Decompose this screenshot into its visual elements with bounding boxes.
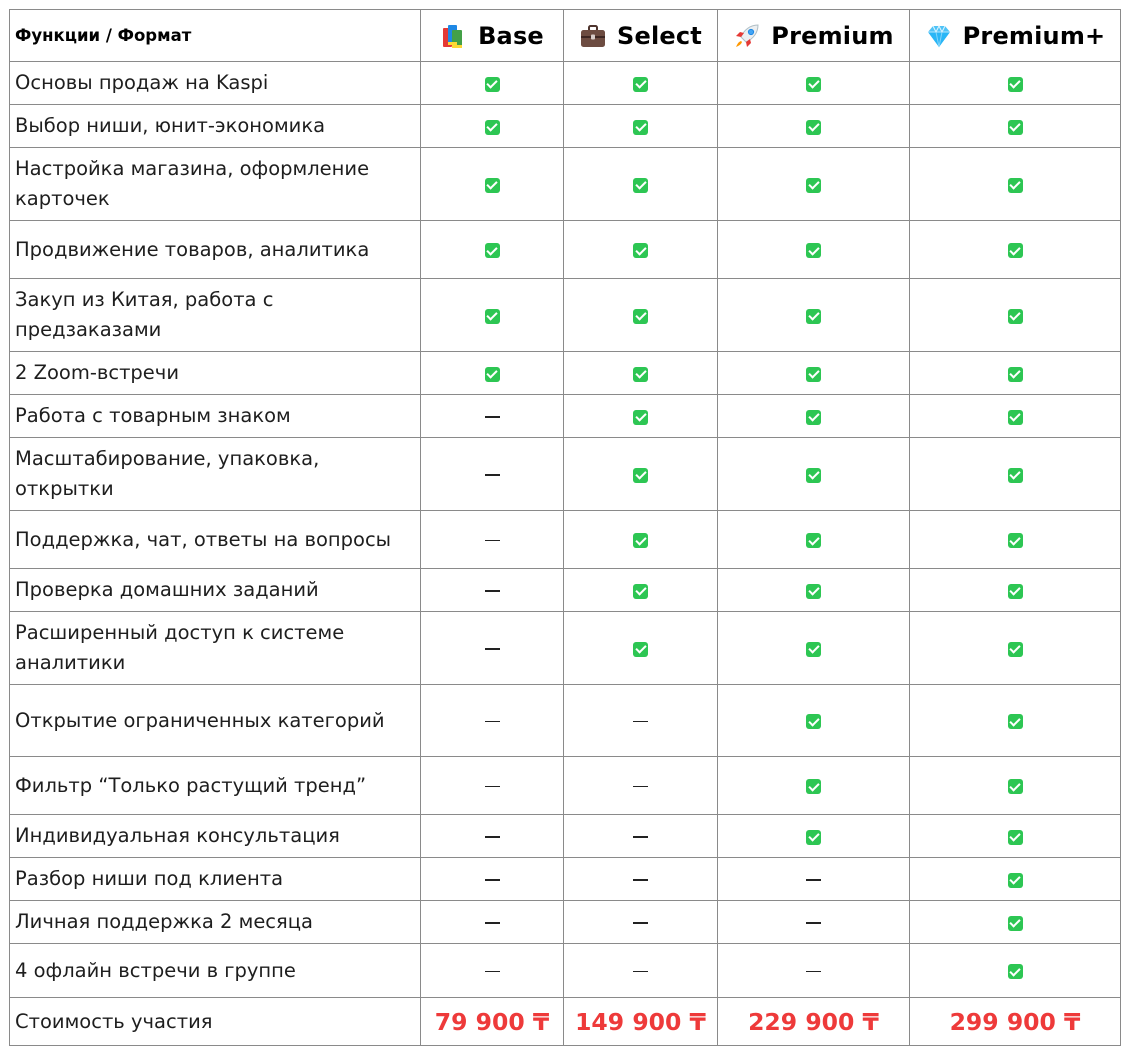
price-label: Стоимость участия bbox=[10, 998, 421, 1046]
plan-cell bbox=[564, 438, 718, 511]
plan-name-premium-plus: Premium+ bbox=[962, 21, 1106, 50]
check-icon bbox=[485, 77, 500, 92]
check-icon bbox=[806, 468, 821, 483]
plan-cell bbox=[421, 105, 564, 148]
plan-cell bbox=[910, 858, 1121, 901]
header-row bbox=[10, 10, 1121, 62]
table-row bbox=[10, 352, 1121, 395]
plan-cell bbox=[718, 858, 910, 901]
feature-label: Работа с товарным знаком bbox=[10, 395, 421, 438]
plan-name-select: Select bbox=[617, 21, 702, 50]
plan-cell bbox=[421, 511, 564, 569]
plan-cell bbox=[910, 511, 1121, 569]
dash-icon bbox=[633, 922, 648, 924]
check-icon bbox=[806, 714, 821, 729]
plan-cell bbox=[718, 148, 910, 221]
dash-icon bbox=[485, 474, 500, 476]
plan-cell bbox=[910, 395, 1121, 438]
price-row bbox=[10, 998, 1121, 1046]
plan-cell bbox=[718, 221, 910, 279]
plan-cell bbox=[564, 105, 718, 148]
plan-cell bbox=[564, 815, 718, 858]
table-row bbox=[10, 105, 1121, 148]
plan-cell bbox=[718, 395, 910, 438]
plan-cell bbox=[564, 352, 718, 395]
check-icon bbox=[1008, 533, 1023, 548]
plan-cell bbox=[564, 148, 718, 221]
check-icon bbox=[806, 120, 821, 135]
table-row bbox=[10, 395, 1121, 438]
check-icon bbox=[633, 367, 648, 382]
check-icon bbox=[1008, 642, 1023, 657]
plan-cell bbox=[564, 612, 718, 685]
table-row bbox=[10, 757, 1121, 815]
plan-cell bbox=[564, 757, 718, 815]
plan-cell bbox=[910, 105, 1121, 148]
plan-cell bbox=[421, 221, 564, 279]
check-icon bbox=[1008, 367, 1023, 382]
plan-cell bbox=[718, 62, 910, 105]
feature-label: Проверка домашних заданий bbox=[10, 569, 421, 612]
dash-icon bbox=[633, 971, 648, 973]
plan-cell bbox=[718, 944, 910, 998]
check-icon bbox=[633, 243, 648, 258]
rocket-icon bbox=[733, 22, 761, 50]
feature-label: Личная поддержка 2 месяца bbox=[10, 901, 421, 944]
dash-icon bbox=[633, 879, 648, 881]
price-value: 299 900 ₸ bbox=[910, 998, 1121, 1046]
dash-icon bbox=[485, 922, 500, 924]
plan-cell bbox=[564, 511, 718, 569]
check-icon bbox=[485, 120, 500, 135]
plan-cell bbox=[910, 815, 1121, 858]
plan-header-base bbox=[421, 10, 564, 62]
plan-cell bbox=[564, 858, 718, 901]
check-icon bbox=[485, 178, 500, 193]
feature-label: Поддержка, чат, ответы на вопросы bbox=[10, 511, 421, 569]
table-row bbox=[10, 901, 1121, 944]
check-icon bbox=[485, 309, 500, 324]
check-icon bbox=[806, 779, 821, 794]
table-row bbox=[10, 569, 1121, 612]
plan-header-premium-plus bbox=[910, 10, 1121, 62]
check-icon bbox=[633, 77, 648, 92]
feature-label: Масштабирование, упаковка, открытки bbox=[10, 438, 421, 511]
price-value: 79 900 ₸ bbox=[421, 998, 564, 1046]
feature-label: Продвижение товаров, аналитика bbox=[10, 221, 421, 279]
check-icon bbox=[806, 309, 821, 324]
plan-cell bbox=[910, 901, 1121, 944]
check-icon bbox=[633, 642, 648, 657]
check-icon bbox=[806, 584, 821, 599]
check-icon bbox=[806, 533, 821, 548]
dash-icon bbox=[485, 836, 500, 838]
feature-label: Выбор ниши, юнит-экономика bbox=[10, 105, 421, 148]
table-row bbox=[10, 221, 1121, 279]
plan-cell bbox=[421, 148, 564, 221]
check-icon bbox=[1008, 178, 1023, 193]
table-row bbox=[10, 62, 1121, 105]
plan-cell bbox=[718, 815, 910, 858]
dash-icon bbox=[485, 971, 500, 973]
check-icon bbox=[633, 468, 648, 483]
plan-cell bbox=[421, 62, 564, 105]
plan-cell bbox=[910, 612, 1121, 685]
plan-cell bbox=[718, 757, 910, 815]
check-icon bbox=[1008, 714, 1023, 729]
plan-cell bbox=[564, 685, 718, 757]
books-icon bbox=[440, 22, 468, 50]
dash-icon bbox=[485, 416, 500, 418]
check-icon bbox=[806, 830, 821, 845]
plan-cell bbox=[910, 685, 1121, 757]
plan-cell bbox=[564, 944, 718, 998]
plan-cell bbox=[564, 62, 718, 105]
table-row bbox=[10, 438, 1121, 511]
dash-icon bbox=[633, 786, 648, 788]
table-row bbox=[10, 858, 1121, 901]
price-value: 149 900 ₸ bbox=[564, 998, 718, 1046]
feature-label: 4 офлайн встречи в группе bbox=[10, 944, 421, 998]
plan-cell bbox=[421, 858, 564, 901]
plan-cell bbox=[564, 279, 718, 352]
plan-cell bbox=[910, 148, 1121, 221]
plan-cell bbox=[564, 901, 718, 944]
price-value: 229 900 ₸ bbox=[718, 998, 910, 1046]
briefcase-icon bbox=[579, 22, 607, 50]
check-icon bbox=[1008, 243, 1023, 258]
plan-cell bbox=[910, 944, 1121, 998]
dash-icon bbox=[485, 879, 500, 881]
check-icon bbox=[1008, 873, 1023, 888]
feature-rows bbox=[10, 62, 1121, 1046]
check-icon bbox=[1008, 779, 1023, 794]
feature-label: Основы продаж на Kaspi bbox=[10, 62, 421, 105]
check-icon bbox=[806, 77, 821, 92]
plan-cell bbox=[421, 438, 564, 511]
check-icon bbox=[1008, 468, 1023, 483]
dash-icon bbox=[485, 648, 500, 650]
plan-cell bbox=[421, 395, 564, 438]
check-icon bbox=[806, 367, 821, 382]
check-icon bbox=[1008, 309, 1023, 324]
feature-label: Фильтр “Только растущий тренд” bbox=[10, 757, 421, 815]
table-row bbox=[10, 612, 1121, 685]
table-row bbox=[10, 511, 1121, 569]
plan-cell bbox=[718, 438, 910, 511]
check-icon bbox=[633, 410, 648, 425]
plan-cell bbox=[910, 62, 1121, 105]
dash-icon bbox=[633, 836, 648, 838]
check-icon bbox=[1008, 77, 1023, 92]
check-icon bbox=[633, 120, 648, 135]
plan-cell bbox=[718, 279, 910, 352]
plan-cell bbox=[421, 757, 564, 815]
check-icon bbox=[1008, 830, 1023, 845]
plan-cell bbox=[564, 395, 718, 438]
dash-icon bbox=[485, 721, 500, 723]
check-icon bbox=[633, 178, 648, 193]
plan-cell bbox=[910, 569, 1121, 612]
plan-cell bbox=[910, 279, 1121, 352]
check-icon bbox=[1008, 584, 1023, 599]
plan-cell bbox=[718, 569, 910, 612]
plan-cell bbox=[421, 569, 564, 612]
dash-icon bbox=[485, 540, 500, 542]
tariff-comparison-table bbox=[9, 9, 1121, 1046]
table-row bbox=[10, 685, 1121, 757]
plan-cell bbox=[421, 685, 564, 757]
plan-cell bbox=[421, 279, 564, 352]
check-icon bbox=[1008, 410, 1023, 425]
plan-header-select bbox=[564, 10, 718, 62]
plan-cell bbox=[910, 221, 1121, 279]
check-icon bbox=[633, 584, 648, 599]
dash-icon bbox=[633, 721, 648, 723]
plan-cell bbox=[910, 757, 1121, 815]
plan-cell bbox=[718, 685, 910, 757]
plan-cell bbox=[421, 612, 564, 685]
feature-label: Расширенный доступ к системе аналитики bbox=[10, 612, 421, 685]
table-row bbox=[10, 815, 1121, 858]
check-icon bbox=[485, 367, 500, 382]
plan-cell bbox=[910, 352, 1121, 395]
check-icon bbox=[633, 309, 648, 324]
plan-cell bbox=[718, 612, 910, 685]
plan-cell bbox=[910, 438, 1121, 511]
dash-icon bbox=[806, 922, 821, 924]
plan-header-premium bbox=[718, 10, 910, 62]
check-icon bbox=[633, 533, 648, 548]
check-icon bbox=[806, 410, 821, 425]
plan-cell bbox=[564, 221, 718, 279]
feature-column-header: Функции / Формат bbox=[10, 10, 421, 62]
plan-cell bbox=[718, 511, 910, 569]
plan-cell bbox=[718, 901, 910, 944]
check-icon bbox=[1008, 916, 1023, 931]
plan-cell bbox=[421, 815, 564, 858]
plan-cell bbox=[718, 352, 910, 395]
feature-label: Разбор ниши под клиента bbox=[10, 858, 421, 901]
dash-icon bbox=[806, 971, 821, 973]
dash-icon bbox=[485, 590, 500, 592]
check-icon bbox=[806, 178, 821, 193]
plan-name-base: Base bbox=[478, 21, 544, 50]
check-icon bbox=[485, 243, 500, 258]
check-icon bbox=[806, 243, 821, 258]
plan-cell bbox=[421, 352, 564, 395]
table-row bbox=[10, 944, 1121, 998]
feature-label: 2 Zoom-встречи bbox=[10, 352, 421, 395]
dash-icon bbox=[806, 879, 821, 881]
plan-cell bbox=[421, 944, 564, 998]
plan-cell bbox=[718, 105, 910, 148]
diamond-icon bbox=[925, 22, 953, 50]
feature-label: Индивидуальная консультация bbox=[10, 815, 421, 858]
table-row bbox=[10, 148, 1121, 221]
feature-label: Закуп из Китая, работа с предзаказами bbox=[10, 279, 421, 352]
plan-cell bbox=[421, 901, 564, 944]
check-icon bbox=[1008, 964, 1023, 979]
plan-cell bbox=[564, 569, 718, 612]
check-icon bbox=[1008, 120, 1023, 135]
feature-label: Настройка магазина, оформление карточек bbox=[10, 148, 421, 221]
feature-label: Открытие ограниченных категорий bbox=[10, 685, 421, 757]
table-row bbox=[10, 279, 1121, 352]
check-icon bbox=[806, 642, 821, 657]
plan-name-premium: Premium bbox=[771, 21, 894, 50]
dash-icon bbox=[485, 786, 500, 788]
